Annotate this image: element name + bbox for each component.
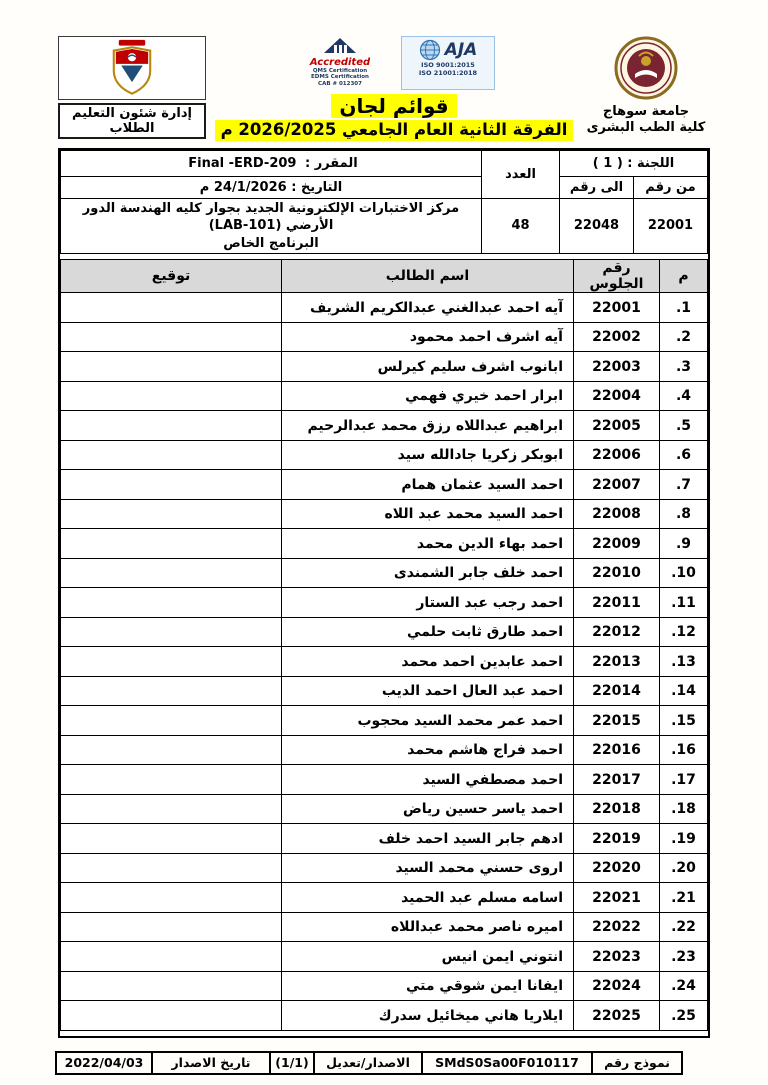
table-row — [61, 883, 708, 913]
seat-number: 22017 — [574, 765, 660, 795]
university-name: جامعة سوهاج — [602, 104, 690, 119]
row-number: 9. — [660, 529, 708, 559]
seat-number: 22020 — [574, 853, 660, 883]
row-number: 5. — [660, 411, 708, 441]
student-name: اروى حسني محمد السيد — [282, 853, 574, 883]
row-number: 19. — [660, 824, 708, 854]
signature-cell — [61, 971, 282, 1001]
education-admin-label: إدارة شئون التعليم الطلاب — [58, 103, 206, 139]
table-row — [61, 588, 708, 618]
to-label-cell: الى رقم — [560, 176, 634, 198]
form-number-value: SMdS0Sa00F010117 — [422, 1052, 592, 1074]
seat-number: 22011 — [574, 588, 660, 618]
row-number: 10. — [660, 558, 708, 588]
seat-number: 22018 — [574, 794, 660, 824]
signature-cell — [61, 647, 282, 677]
seat-number: 22016 — [574, 735, 660, 765]
accredited-label: Accredited — [309, 57, 371, 68]
seat-number: 22012 — [574, 617, 660, 647]
signature-cell — [61, 824, 282, 854]
course-label: المقرر : — [305, 155, 358, 171]
seat-number: 22022 — [574, 912, 660, 942]
table-row — [61, 647, 708, 677]
row-number: 22. — [660, 912, 708, 942]
table-row — [61, 735, 708, 765]
seat-number: 22025 — [574, 1001, 660, 1031]
from-value-cell: 22001 — [634, 198, 708, 254]
table-row — [61, 617, 708, 647]
count-label-cell: العدد — [482, 150, 560, 198]
signature-cell — [61, 440, 282, 470]
row-number: 15. — [660, 706, 708, 736]
row-number: 6. — [660, 440, 708, 470]
student-name: ابانوب اشرف سليم كيرلس — [282, 352, 574, 382]
pyramid-icon — [319, 36, 361, 54]
signature-cell — [61, 1001, 282, 1031]
signature-cell — [61, 853, 282, 883]
seat-number: 22004 — [574, 381, 660, 411]
table-row — [61, 971, 708, 1001]
seat-number: 22014 — [574, 676, 660, 706]
accreditation-line-3: CAB # 012307 — [318, 80, 362, 87]
student-name: ابوبكر زكريا جادالله سيد — [282, 440, 574, 470]
signature-cell — [61, 499, 282, 529]
seat-number: 22019 — [574, 824, 660, 854]
student-name: احمد عبد العال احمد الديب — [282, 676, 574, 706]
education-admin-crest-icon — [106, 39, 158, 97]
seat-number: 22013 — [574, 647, 660, 677]
student-table-header — [61, 260, 708, 293]
header-row — [61, 260, 708, 293]
aja-logo-top — [404, 39, 492, 61]
faculty-name: كلية الطب البشرى — [586, 120, 706, 136]
table-row — [61, 381, 708, 411]
col-header-seat: رقم الجلوس — [574, 260, 660, 293]
table-row — [61, 499, 708, 529]
student-table — [60, 259, 708, 1031]
sohag-university-logo-icon — [614, 36, 678, 100]
student-name: احمد ياسر حسين رياض — [282, 794, 574, 824]
table-row — [61, 529, 708, 559]
table-row — [61, 942, 708, 972]
seat-number: 22002 — [574, 322, 660, 352]
student-name: اميره ناصر محمد عبداللاه — [282, 912, 574, 942]
info-row-3 — [61, 198, 708, 254]
revision-value: (1/1) — [270, 1052, 314, 1074]
row-number: 7. — [660, 470, 708, 500]
row-number: 11. — [660, 588, 708, 618]
aja-iso-logo — [401, 36, 495, 90]
table-row — [61, 470, 708, 500]
table-row — [61, 440, 708, 470]
signature-cell — [61, 883, 282, 913]
student-name: انتوني ايمن انيس — [282, 942, 574, 972]
table-row — [61, 1001, 708, 1031]
row-number: 8. — [660, 499, 708, 529]
table-row — [61, 322, 708, 352]
signature-cell — [61, 411, 282, 441]
table-row — [61, 558, 708, 588]
from-label-cell: من رقم — [634, 176, 708, 198]
date-cell: التاريخ : 24/1/2026 م — [61, 176, 482, 198]
student-name: اسامه مسلم عبد الحميد — [282, 883, 574, 913]
row-number: 2. — [660, 322, 708, 352]
revision-label: الاصدار/تعديل — [314, 1052, 422, 1074]
table-row — [61, 765, 708, 795]
signature-cell — [61, 735, 282, 765]
student-name: ايلاريا هاني ميخائيل سدرك — [282, 1001, 574, 1031]
location-line-1: مركز الاختبارات الإلكترونية الجديد بجوار كليه الهندسة الدور الأرضي (LAB-101) — [82, 200, 460, 234]
seat-number: 22003 — [574, 352, 660, 382]
row-number: 4. — [660, 381, 708, 411]
student-name: آيه احمد عبدالغني عبدالكريم الشريف — [282, 293, 574, 323]
student-name: ادهم جابر السيد احمد خلف — [282, 824, 574, 854]
student-name: احمد رجب عبد الستار — [282, 588, 574, 618]
header-center — [214, 36, 574, 141]
iso-line-1: ISO 9001:2015 — [421, 61, 475, 69]
signature-cell — [61, 765, 282, 795]
footer-row — [56, 1052, 682, 1074]
signature-cell — [61, 588, 282, 618]
row-number: 25. — [660, 1001, 708, 1031]
student-name: احمد السيد عثمان همام — [282, 470, 574, 500]
student-name: ايفانا ايمن شوقي متي — [282, 971, 574, 1001]
signature-cell — [61, 293, 282, 323]
issue-date-label: تاريخ الاصدار — [152, 1052, 270, 1074]
row-number: 13. — [660, 647, 708, 677]
iso-line-2: ISO 21001:2018 — [418, 69, 478, 78]
aja-label: AJA — [444, 40, 478, 60]
info-table — [60, 150, 708, 255]
signature-cell — [61, 794, 282, 824]
seat-number: 22006 — [574, 440, 660, 470]
course-value: Final -ERD-209 — [188, 155, 297, 171]
table-row — [61, 912, 708, 942]
row-number: 21. — [660, 883, 708, 913]
admin-branding — [58, 36, 206, 139]
row-number: 17. — [660, 765, 708, 795]
row-number: 16. — [660, 735, 708, 765]
student-name: احمد خلف جابر الشمندى — [282, 558, 574, 588]
table-row — [61, 794, 708, 824]
main-content-frame — [58, 148, 710, 1038]
accreditation-logos — [214, 36, 574, 90]
title-line-wrap — [214, 94, 574, 118]
info-row-2 — [61, 176, 708, 198]
signature-cell — [61, 912, 282, 942]
table-row — [61, 676, 708, 706]
row-number: 14. — [660, 676, 708, 706]
row-number: 23. — [660, 942, 708, 972]
row-number: 20. — [660, 853, 708, 883]
student-name: احمد مصطفي السيد — [282, 765, 574, 795]
signature-cell — [61, 322, 282, 352]
col-header-signature: توقيع — [61, 260, 282, 293]
row-number: 12. — [660, 617, 708, 647]
signature-cell — [61, 617, 282, 647]
table-row — [61, 853, 708, 883]
student-name: احمد طارق ثابت حلمي — [282, 617, 574, 647]
row-number: 24. — [660, 971, 708, 1001]
signature-cell — [61, 529, 282, 559]
signature-cell — [61, 942, 282, 972]
emblem-box — [58, 36, 206, 100]
seat-number: 22015 — [574, 706, 660, 736]
seat-number: 22001 — [574, 293, 660, 323]
signature-cell — [61, 676, 282, 706]
page-subtitle: الفرقة الثانية العام الجامعي 2026/2025 م — [215, 120, 574, 141]
table-row — [61, 824, 708, 854]
subtitle-line-wrap — [214, 120, 574, 141]
student-name: ابرار احمد خيري فهمي — [282, 381, 574, 411]
accreditation-line-1: QMS Certification — [312, 68, 368, 74]
issue-date-value: 2022/04/03 — [56, 1052, 152, 1074]
student-name: احمد بهاء الدين محمد — [282, 529, 574, 559]
student-name: احمد السيد محمد عبد اللاه — [282, 499, 574, 529]
form-number-label: نموذج رقم — [592, 1052, 682, 1074]
seat-number: 22008 — [574, 499, 660, 529]
student-name: احمد فراج هاشم محمد — [282, 735, 574, 765]
table-row — [61, 293, 708, 323]
globe-icon — [419, 39, 441, 61]
seat-number: 22023 — [574, 942, 660, 972]
col-header-number: م — [660, 260, 708, 293]
committee-cell: اللجنة : ( 1 ) — [560, 150, 708, 176]
seat-number: 22005 — [574, 411, 660, 441]
student-name: احمد عمر محمد السيد محجوب — [282, 706, 574, 736]
footer-table — [55, 1051, 683, 1075]
row-number: 1. — [660, 293, 708, 323]
table-row — [61, 411, 708, 441]
info-row-1 — [61, 150, 708, 176]
col-header-name: اسم الطالب — [282, 260, 574, 293]
university-branding — [582, 36, 710, 137]
signature-cell — [61, 558, 282, 588]
page-header — [58, 36, 710, 141]
table-row — [61, 352, 708, 382]
table-row — [61, 706, 708, 736]
seat-number: 22024 — [574, 971, 660, 1001]
student-table-body — [61, 293, 708, 1031]
row-number: 3. — [660, 352, 708, 382]
signature-cell — [61, 470, 282, 500]
location-cell — [61, 198, 482, 254]
location-line-2: البرنامج الخاص — [223, 235, 319, 251]
to-value-cell: 22048 — [560, 198, 634, 254]
seat-number: 22010 — [574, 558, 660, 588]
signature-cell — [61, 352, 282, 382]
signature-cell — [61, 706, 282, 736]
student-name: آيه اشرف احمد محمود — [282, 322, 574, 352]
course-cell — [61, 150, 482, 176]
page-title: قوائم لجان — [331, 94, 456, 118]
accreditation-logo — [293, 36, 387, 90]
student-name: احمد عابدين احمد محمد — [282, 647, 574, 677]
student-name: ابراهيم عبداللاه رزق محمد عبدالرحيم — [282, 411, 574, 441]
seat-number: 22007 — [574, 470, 660, 500]
accreditation-line-2: EDMS Certification — [311, 74, 369, 81]
seat-number: 22009 — [574, 529, 660, 559]
count-value-cell: 48 — [482, 198, 560, 254]
row-number: 18. — [660, 794, 708, 824]
signature-cell — [61, 381, 282, 411]
seat-number: 22021 — [574, 883, 660, 913]
